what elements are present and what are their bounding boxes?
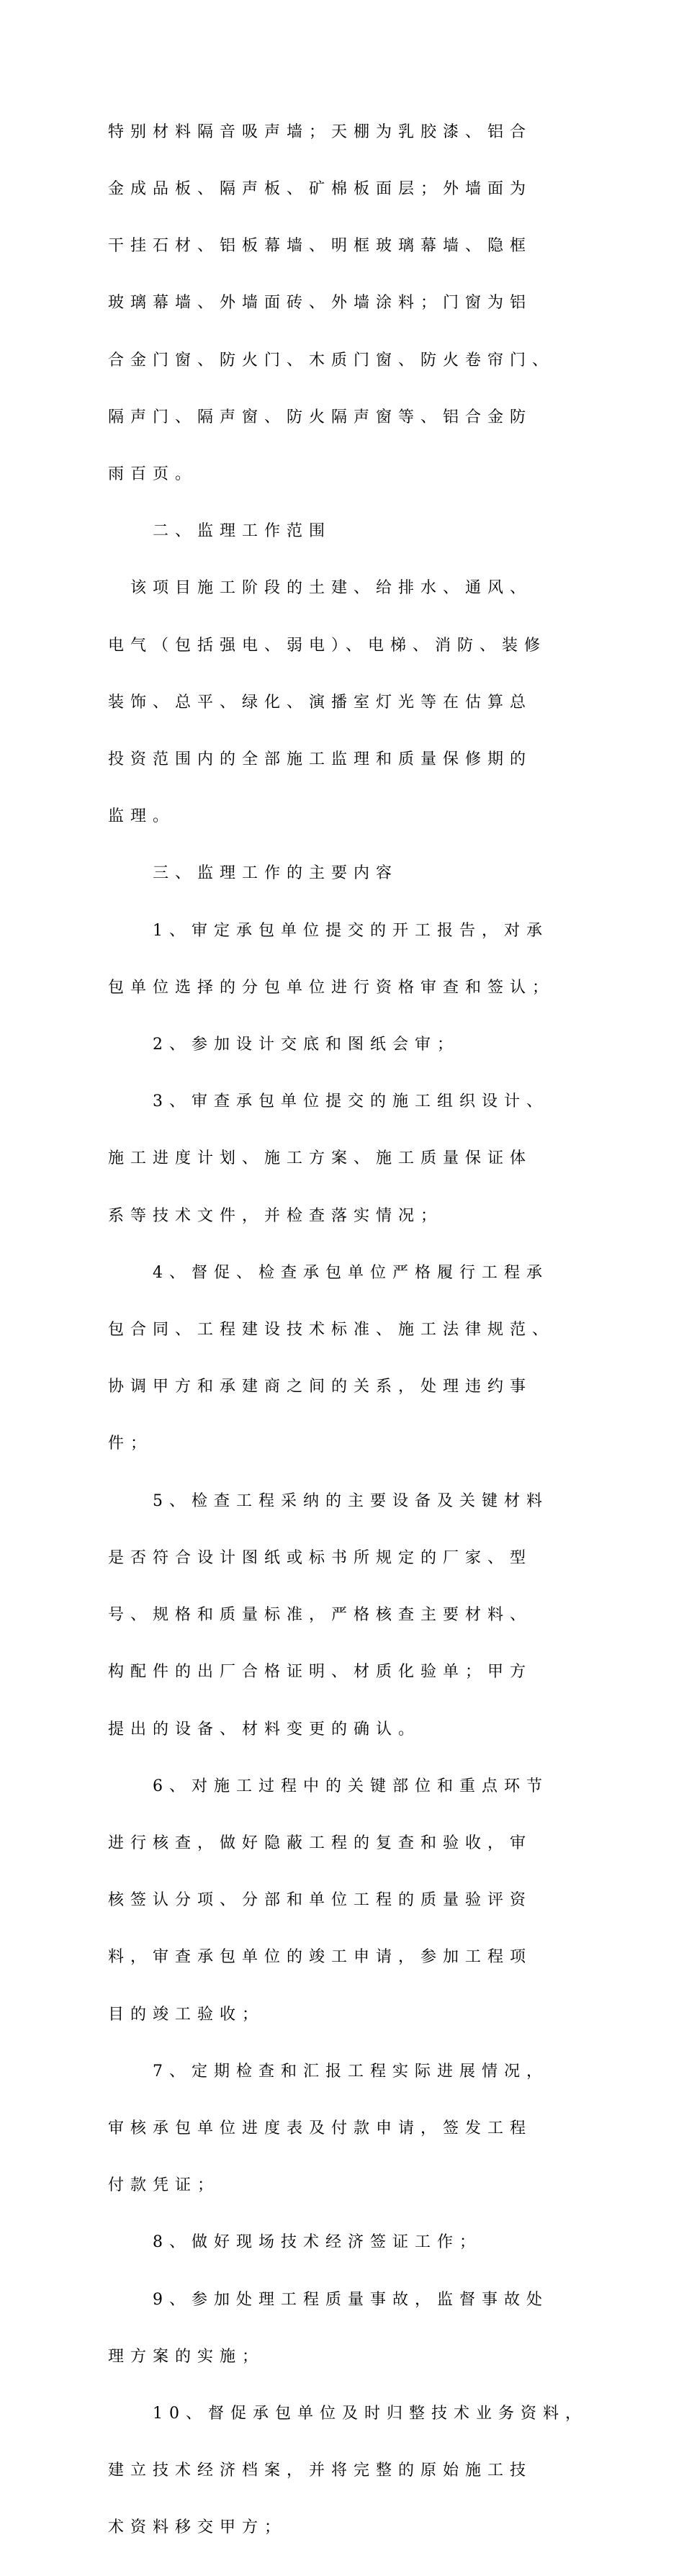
text-line: 施工进度计划、施工方案、施工质量保证体	[108, 1149, 533, 1168]
text-line: 装饰、总平、绿化、演播室灯光等在估算总	[108, 693, 533, 712]
text-line: 建立技术经济档案，并将完整的原始施工技	[108, 2461, 533, 2480]
text-line: 电气（包括强电、弱电）、电梯、消防、装修	[108, 636, 547, 655]
text-line: 6、对施工过程中的关键部位和重点环节	[108, 1777, 549, 1795]
text-line: 监理。	[108, 807, 176, 826]
text-line: 8、做好现场技术经济签证工作；	[108, 2233, 482, 2252]
section-heading: 二、监理工作范围	[108, 522, 332, 541]
document-body-text	[108, 85, 605, 2576]
text-line: 系等技术文件，并检查落实情况；	[108, 1206, 444, 1225]
text-line: 金成品板、隔声板、矿棉板面层；外墙面为	[108, 180, 533, 199]
text-line: 4、督促、检查承包单位严格履行工程承	[108, 1263, 549, 1282]
text-line: 号、规格和质量标准，严格核查主要材料、	[108, 1606, 533, 1625]
text-line: 付款凭证；	[108, 2176, 220, 2195]
text-line: 7、定期检查和汇报工程实际进展情况，	[108, 2062, 549, 2081]
text-line: 料，审查承包单位的竣工申请，参加工程项	[108, 1948, 533, 1967]
text-line: 进行核查，做好隐蔽工程的复查和验收，审	[108, 1834, 533, 1852]
text-line: 1、审定承包单位提交的开工报告，对承	[108, 921, 549, 940]
text-line: 目的竣工验收；	[108, 2005, 265, 2024]
text-line: 件；	[108, 1435, 153, 1453]
text-line: 干挂石材、铝板幕墙、明框玻璃幕墙、隐框	[108, 237, 533, 256]
text-line: 审核承包单位进度表及付款申请，签发工程	[108, 2119, 533, 2137]
text-line: 术资料移交甲方；	[108, 2518, 287, 2537]
text-line: 该项目施工阶段的土建、给排水、通风、	[108, 579, 533, 598]
text-line: 特别材料隔音吸声墙；天棚为乳胶漆、铝合	[108, 122, 533, 141]
text-line: 3、审查承包单位提交的施工组织设计、	[108, 1092, 549, 1111]
text-line: 构配件的出厂合格证明、材质化验单；甲方	[108, 1663, 533, 1682]
text-line: 包合同、工程建设技术标准、施工法律规范、	[108, 1321, 555, 1339]
text-line: 核签认分项、分部和单位工程的质量验评资	[108, 1891, 533, 1910]
text-line: 5、检查工程采纳的主要设备及关键材料	[108, 1491, 549, 1510]
text-line: 是否符合设计图纸或标书所规定的厂家、型	[108, 1548, 533, 1567]
text-line: 9、参加处理工程质量事故，监督事故处	[108, 2290, 549, 2309]
text-line: 雨百页。	[108, 465, 198, 484]
text-line: 包单位选择的分包单位进行资格审查和签认；	[108, 978, 555, 997]
text-line: 协调甲方和承建商之间的关系，处理违约事	[108, 1378, 533, 1396]
text-line: 理方案的实施；	[108, 2347, 265, 2366]
section-heading: 三、监理工作的主要内容	[108, 864, 399, 883]
text-line: 合金门窗、防火门、木质门窗、防火卷帘门、	[108, 351, 555, 369]
text-line: 2、参加设计交底和图纸会审；	[108, 1036, 459, 1054]
text-line: 玻璃幕墙、外墙面砖、外墙涂料；门窗为铝	[108, 294, 533, 313]
text-line: 10、督促承包单位及时归整技术业务资料，	[108, 2404, 588, 2423]
text-line: 提出的设备、材料变更的确认。	[108, 1720, 421, 1738]
text-line: 隔声门、隔声窗、防火隔声窗等、铝合金防	[108, 408, 533, 426]
text-line: 投资范围内的全部施工监理和质量保修期的	[108, 750, 533, 769]
